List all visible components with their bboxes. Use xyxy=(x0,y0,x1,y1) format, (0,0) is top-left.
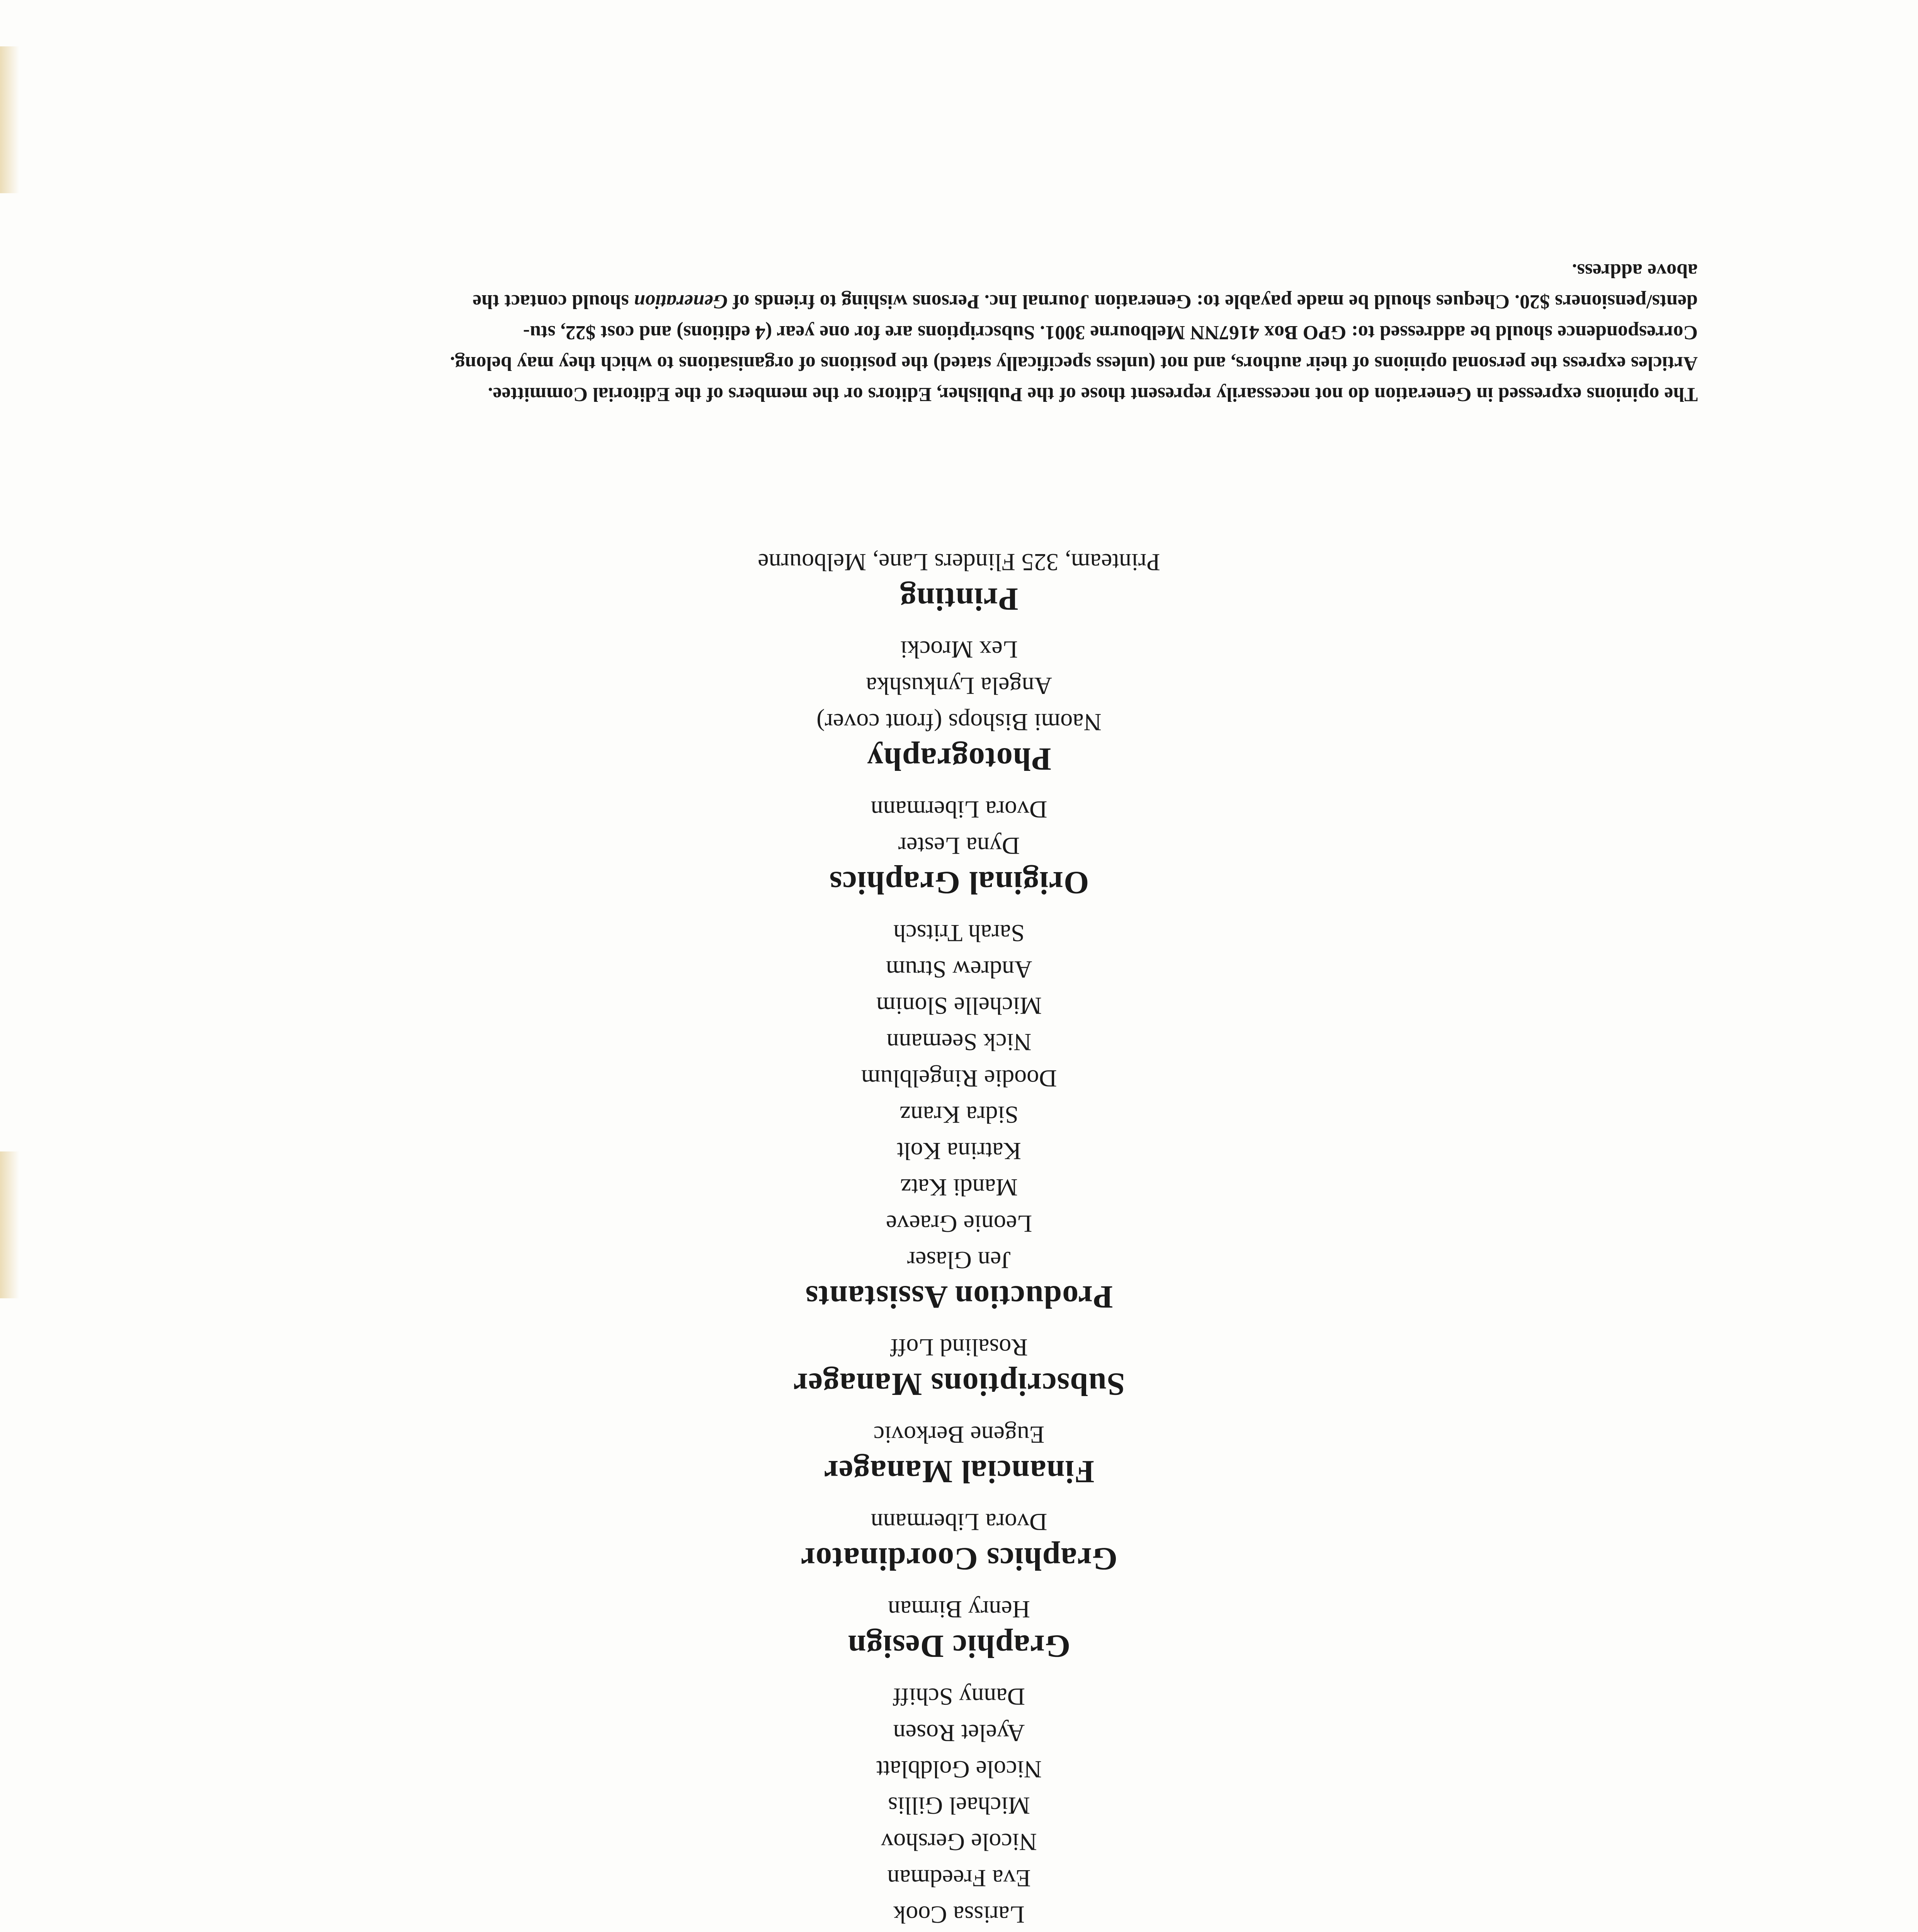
role-heading: Production Assistants xyxy=(805,1279,1113,1315)
role-heading: Subscriptions Manager xyxy=(793,1366,1125,1402)
role-heading: Original Graphics xyxy=(829,865,1089,901)
masthead-section xyxy=(0,1417,1918,1490)
role-heading: Printing xyxy=(899,581,1019,617)
contributor-name: Leonie Graeve xyxy=(886,1210,1032,1238)
disclaimer-text: dents/pensioners $20. Cheques should be made payable to: Generation Journal Inc. Persons wishing to friends of xyxy=(728,291,1698,313)
role-heading: Photography xyxy=(867,741,1051,777)
masthead-section xyxy=(0,1504,1918,1577)
contributor-name: Eva Freedman xyxy=(887,1865,1031,1892)
contributor-name: Nick Seemann xyxy=(886,1029,1032,1056)
masthead-section xyxy=(0,1679,1918,1932)
disclaimer-line xyxy=(152,286,1698,317)
contributor-name: Rosalind Loff xyxy=(890,1334,1028,1361)
masthead-credits xyxy=(0,544,1918,1932)
contributor-name: Nicole Goldblatt xyxy=(876,1756,1042,1783)
role-heading: Graphic Design xyxy=(847,1628,1071,1664)
contributor-name: Mandi Katz xyxy=(900,1174,1018,1201)
masthead-section xyxy=(0,1591,1918,1665)
contributor-name: Nicole Gershov xyxy=(881,1828,1037,1856)
contributor-name: Printeam, 325 Flinders Lane, Melbourne xyxy=(758,549,1160,576)
contributor-name: Danny Schiff xyxy=(893,1683,1025,1711)
contributor-name: Michelle Slonim xyxy=(876,992,1042,1020)
masthead-section xyxy=(0,544,1918,617)
contributor-name: Katrina Kolt xyxy=(897,1138,1021,1165)
contributor-name: Henry Birman xyxy=(888,1596,1030,1623)
contributor-name: Dyna Lester xyxy=(898,832,1020,860)
contributor-name: Sidra Kranz xyxy=(899,1101,1019,1129)
masthead-section xyxy=(0,1329,1918,1403)
disclaimer-line: The opinions expressed in Generation do not necessarily represent those of the Publisher, Editors or the members of the Editorial Committee. xyxy=(488,383,1698,405)
contributor-name: Michael Gillis xyxy=(888,1792,1030,1820)
scan-edge-stain xyxy=(0,46,19,193)
contributor-name: Ayelet Rosen xyxy=(893,1719,1025,1747)
contributor-name: Larissa Cook xyxy=(893,1901,1025,1929)
role-heading: Graphics Coordinator xyxy=(800,1541,1118,1577)
contributor-name: Lex Mrocki xyxy=(900,636,1018,663)
contributor-name: Angela Lynkushka xyxy=(866,672,1052,700)
disclaimer-line: above address. xyxy=(1572,260,1698,282)
disclaimer-line: Articles express the personal opinions of their authors, and not (unless specifically stated) the positions of organisations to which they may belong. xyxy=(450,352,1698,374)
contributor-name: Jen Glaser xyxy=(907,1247,1011,1274)
contributor-name: Andrew Strum xyxy=(886,956,1032,983)
contributor-name: Eugene Berkovic xyxy=(873,1421,1045,1449)
contributor-name: Doodie Ringelblum xyxy=(861,1065,1057,1092)
contributor-name: Sarah Tritsch xyxy=(893,920,1025,947)
disclaimer-line: Correspondence should be addressed to: GPO Box 4167NN Melbourne 3001. Subscriptions are for one year (4 editions) and cost $22, stu- xyxy=(523,321,1698,344)
masthead-section xyxy=(0,791,1918,901)
contributor-name: Dvora Libermann xyxy=(871,796,1047,823)
disclaimer-notice xyxy=(152,255,1698,410)
contributor-name: Dvora Libermann xyxy=(871,1509,1047,1536)
masthead-section xyxy=(0,915,1918,1315)
publication-title: Generation xyxy=(634,291,728,313)
role-heading: Financial Manager xyxy=(823,1454,1095,1490)
disclaimer-text: should contact the xyxy=(473,291,634,313)
contributor-name: Naomi Bishops (front cover) xyxy=(816,709,1102,736)
masthead-section xyxy=(0,631,1918,777)
